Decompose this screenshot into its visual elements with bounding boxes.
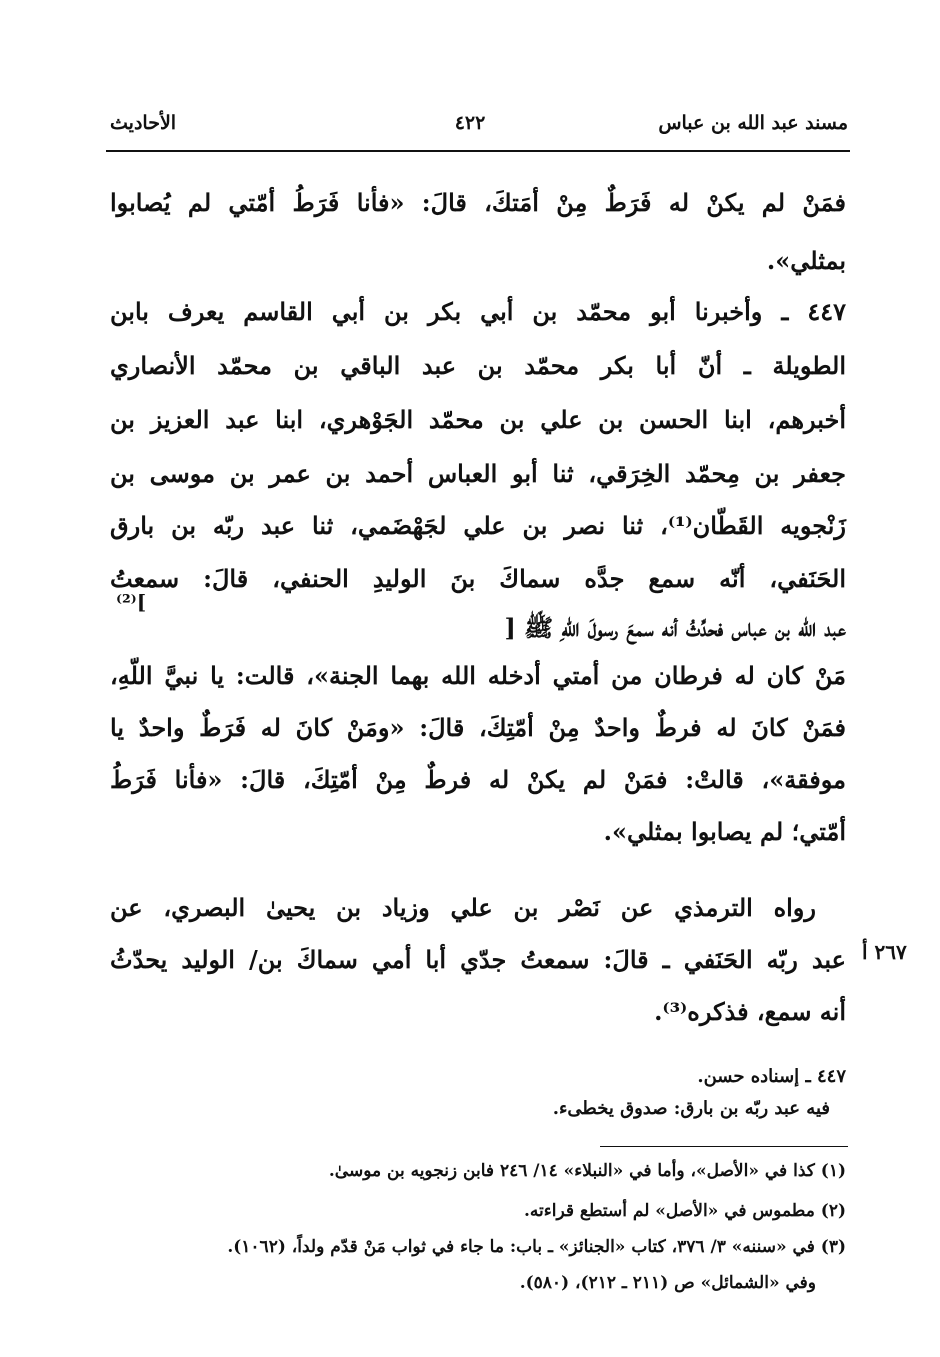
footnote-3: (٣) في «سننه» ٣/ ٣٧٦، كتاب «الجنائز» ـ باب: ما جاء في ثواب مَنْ قدّم ولداً، (١٠٦٢). <box>227 1237 846 1257</box>
footnote-rule <box>600 1146 848 1147</box>
running-header-section: الأحاديث <box>110 112 177 134</box>
body-line: الحَنَفي، أنّه سمع جدَّه سماكَ بنَ الوليدِ الحنفي، قالَ: سمعتُ <box>110 564 846 593</box>
footnote-2: (٢) مطموس في «الأصل» لم أستطع قراءته. <box>523 1201 846 1221</box>
page-number: ٤٢٢ <box>454 112 486 134</box>
body-line: زَنْجويه القَطّان⁽¹⁾، ثنا نصر بن علي لجَهْضَمي، ثنا عبد ربّه بن بارق <box>110 511 846 540</box>
footnote-1: (١) كذا في «الأصل»، وأما في «النبلاء» ١٤/ ٢٤٦ فابن زنجويه بن موسىٰ. <box>328 1161 846 1181</box>
body-line: أنه سمع، فذكره⁽³⁾. <box>654 997 846 1026</box>
header-rule <box>106 150 850 152</box>
body-line: فمَنْ لم يكنْ له فَرَطٌ مِنْ أمَتكَ، قالَ: «فأنا فَرَطُ أمّتي لم يُصابوا <box>110 188 846 217</box>
body-line: جعفر بن مِحمّد الخِرَقي، ثنا أبو العباس أحمد بن عمر بن موسى بن <box>110 459 846 488</box>
body-line: عبد ربّه الحَنَفي ـ قالَ: سمعتُ جدّي أبا أمي سماكَ بن/ الوليد يحدّثُ <box>110 945 846 974</box>
manuscript-folio-marker: ٢٦٧ أ <box>862 940 907 964</box>
grading-note-detail: فيه عبد ربّه بن بارق: صدوق يخطىء. <box>552 1098 830 1119</box>
body-line: الطويلة ـ أنّ أبا بكر محمّد بن عبد الباقي بن محمّد الأنصاري <box>110 351 846 380</box>
hadith-447-start: ٤٤٧ ـ وأخبرنا أبو محمّد بن أبي بكر بن أبي القاسم يعرف بابن <box>110 297 846 326</box>
body-line: أمّتي؛ لم يصابوا بمثلي». <box>603 817 846 846</box>
body-line: فمَنْ كانَ له فرطٌ واحدٌ مِنْ أمّتِكَ، قالَ: «ومَنْ كانَ له فَرَطٌ واحدٌ يا <box>110 713 846 742</box>
running-header-title: مسند عبد الله بن عباس <box>658 112 848 134</box>
takhrij-paragraph: رواه الترمذي عن نَصْر بن علي وزياد بن يحيىٰ البصري، عن <box>110 893 816 922</box>
body-line: عبد الله بن عباس فحدِّثُ أنه سمعَ رسولَ اللّهِ ﷺ [ <box>504 613 846 642</box>
body-line: موفقة»، قالتْ: فمَنْ لم يكنْ له فرطٌ مِنْ أمّتِكَ، قالَ: «فأنا فَرَطُ <box>110 765 846 794</box>
illegible-bracket: ]⁽²⁾ <box>116 590 147 614</box>
body-line: مَنْ كان له فرطان من أمتي أدخله الله بهما الجنة»، قالت: يا نبيَّ اللّهِ، <box>110 661 846 690</box>
body-line: أخبرهم، ابنا الحسن بن علي بن محمّد الجَوْهري، ابنا عبد العزيز بن <box>110 405 846 434</box>
grading-note: ٤٤٧ ـ إسناده حسن. <box>697 1066 846 1087</box>
footnote-3-continuation: وفي «الشمائل» ص (٢١١ ـ ٢١٢)، (٥٨٠). <box>519 1273 816 1293</box>
body-line: بمثلي». <box>766 246 846 275</box>
